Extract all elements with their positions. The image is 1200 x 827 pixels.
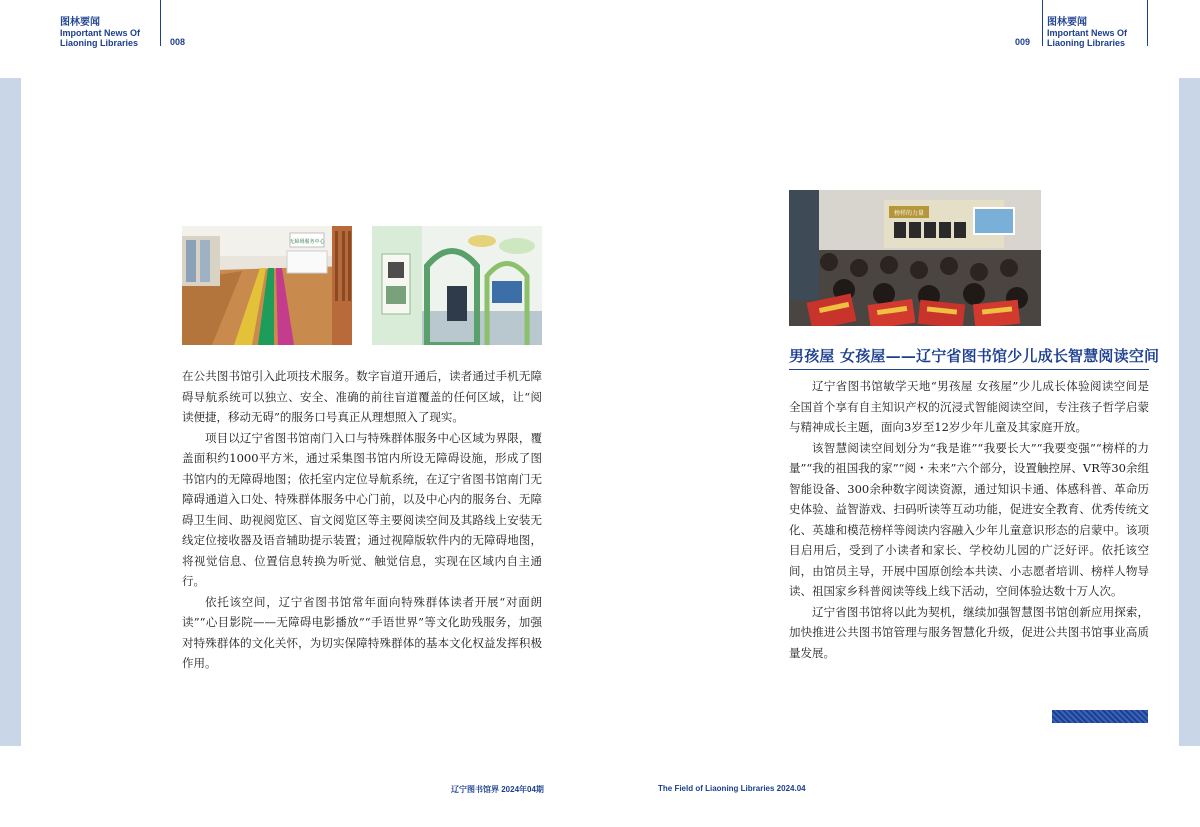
article-end-bar [1052, 710, 1148, 723]
footer-right: The Field of Liaoning Libraries 2024.04 [658, 784, 806, 793]
paragraph: 辽宁省图书馆将以此为契机，继续加强智慧图书馆创新应用探索，加快推进公共图书馆管理与服务智慧化升级，促进公共图书馆事业高质量发展。 [789, 604, 1149, 660]
paragraph: 在公共图书馆引入此项技术服务。数字盲道开通后，读者通过手机无障碍导航系统可以独立、安全、准确的前往盲道覆盖的任何区域，让“阅读便捷，移动无碍”的服务口号真正从理想照入了现实。 [182, 369, 542, 424]
paragraph: 依托该空间，辽宁省图书馆常年面向特殊群体读者开展“对面朗读”“心目影院——无障碍电影播放”“手语世界”等文化助残服务，加强对特殊群体的文化关怀，为切实保障特殊群体的基本文化权益发挥积极作用。 [182, 594, 542, 670]
photo-reading-zone [372, 226, 542, 345]
left-margin-band [0, 78, 21, 746]
article-title: 男孩屋 女孩屋——辽宁省图书馆少儿成长智慧阅读空间 [789, 347, 1160, 365]
footer-left: 辽宁图书馆界 2024年04期 [451, 785, 544, 794]
page-number: 009 [1015, 37, 1031, 47]
photo-banner-text: 榜样的力量 [893, 210, 925, 217]
left-column-text [182, 366, 542, 674]
photo-accessible-corridor [182, 226, 352, 345]
section-title-cn: 图林要闻 [60, 17, 100, 28]
header-right [600, 0, 1200, 46]
section-title-en: Important News Of Liaoning Libraries [60, 28, 141, 48]
paragraph: 该智慧阅读空间划分为“我是谁”“我要长大”“我要变强”“榜样的力量”“我的祖国我的家”“阅・未来”六个部分，设置触控屏、VR等30余组智能设备、300余种数字阅读资源，通过知识卡通、体感科普、革命历史体验、益智游戏、扫码听读等互动功能，促进安全教育、优秀传统文化、英雄和模范榜样等阅读内容融入少年儿童意识形态的启蒙中。该项目启用后，受到了小读者和家长、学校幼儿园的广泛好评。依托该空间，由馆员主导，开展中国原创绘本共读、小志愿者培训、榜样人物导读、祖国家乡科普阅读等线上线下活动，空间体验达数十万人次。 [789, 440, 1149, 598]
right-column-text [789, 376, 1149, 663]
header-divider [160, 0, 161, 46]
header-divider [1147, 0, 1148, 46]
photo-sign-text: 无障碍服务中心 [289, 239, 325, 245]
right-margin-band [1179, 78, 1200, 746]
photo-children-activity [789, 190, 1041, 326]
paragraph: 辽宁省图书馆敏学天地“男孩屋 女孩屋”少儿成长体验阅读空间是全国首个享有自主知识产权的沉浸式智能阅读空间，专注孩子哲学启蒙与精神成长主题，面向3岁至12岁少年儿童及其家庭开放。 [789, 379, 1149, 434]
page-number: 008 [170, 37, 186, 47]
title-rule [789, 369, 1149, 370]
header-divider [1042, 0, 1043, 46]
section-title-en: Important News Of Liaoning Libraries [1047, 28, 1128, 48]
section-title-cn: 图林要闻 [1047, 17, 1087, 28]
header-left [0, 0, 600, 46]
paragraph: 项目以辽宁省图书馆南门入口与特殊群体服务中心区域为界限，覆盖面积约1000平方米，通过采集图书馆内所设无障碍设施，形成了图书馆内的无障碍地图；依托室内定位导航系统，在辽宁省图书馆南门无障碍通道入口处、特殊群体服务中心门前，以及中心内的服务台、无障碍卫生间、助视阅览区、盲文阅览区等主要阅读空间及其路线上安装无线定位接收器及语音辅助提示装置；通过视障版软件内的无障碍地图，将视觉信息、位置信息转换为听觉、触觉信息，实现在区域内自主通行。 [182, 430, 542, 588]
